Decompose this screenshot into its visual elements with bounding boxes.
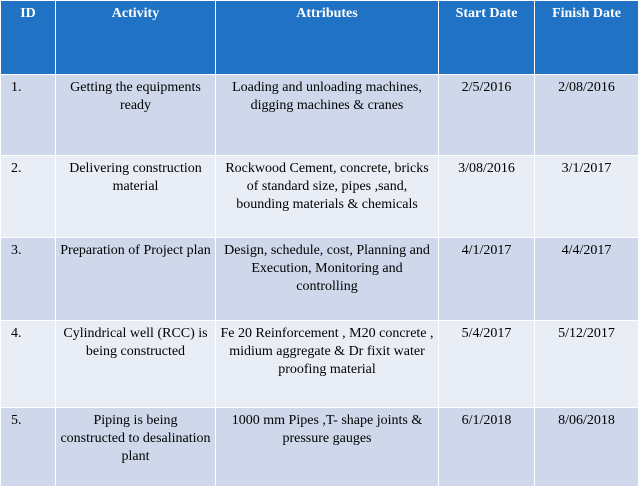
cell-activity: Preparation of Project plan — [56, 238, 216, 321]
cell-id: 2. — [1, 156, 56, 238]
header-activity: Activity — [56, 1, 216, 75]
table-row — [1, 156, 638, 238]
header-finish-date: Finish Date — [535, 1, 638, 75]
cell-attributes: Loading and unloading machines, digging machines & cranes — [216, 75, 439, 156]
table-row — [1, 75, 638, 156]
table-row — [1, 238, 638, 321]
cell-finish-date: 3/1/2017 — [535, 156, 638, 238]
cell-finish-date: 8/06/2018 — [535, 408, 638, 487]
header-id: ID — [1, 1, 56, 75]
cell-finish-date: 5/12/2017 — [535, 321, 638, 408]
header-start-date: Start Date — [439, 1, 535, 75]
cell-start-date: 3/08/2016 — [439, 156, 535, 238]
cell-attributes: 1000 mm Pipes ,T- shape joints & pressure gauges — [216, 408, 439, 487]
cell-id: 4. — [1, 321, 56, 408]
cell-start-date: 2/5/2016 — [439, 75, 535, 156]
cell-activity: Getting the equipments ready — [56, 75, 216, 156]
cell-attributes: Rockwood Cement, concrete, bricks of standard size, pipes ,sand, bounding materials & chemicals — [216, 156, 439, 238]
cell-start-date: 5/4/2017 — [439, 321, 535, 408]
cell-id: 5. — [1, 408, 56, 487]
cell-start-date: 4/1/2017 — [439, 238, 535, 321]
cell-activity: Cylindrical well (RCC) is being constructed — [56, 321, 216, 408]
table-row — [1, 408, 638, 487]
cell-activity: Piping is being constructed to desalination plant — [56, 408, 216, 487]
cell-finish-date: 2/08/2016 — [535, 75, 638, 156]
cell-activity: Delivering construction material — [56, 156, 216, 238]
table-row — [1, 321, 638, 408]
cell-start-date: 6/1/2018 — [439, 408, 535, 487]
cell-id: 1. — [1, 75, 56, 156]
cell-id: 3. — [1, 238, 56, 321]
header-row — [1, 1, 638, 75]
cell-finish-date: 4/4/2017 — [535, 238, 638, 321]
cell-attributes: Fe 20 Reinforcement , M20 concrete , midium aggregate & Dr fixit water proofing material — [216, 321, 439, 408]
cell-attributes: Design, schedule, cost, Planning and Execution, Monitoring and controlling — [216, 238, 439, 321]
header-attributes: Attributes — [216, 1, 439, 75]
